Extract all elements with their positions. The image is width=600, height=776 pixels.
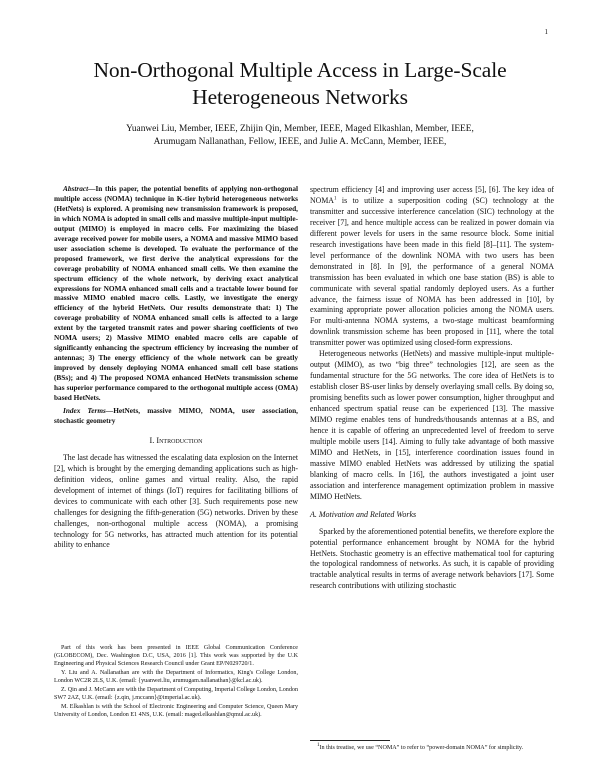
- subsection-heading: A. Motivation and Related Works: [310, 509, 417, 519]
- index-terms-text: —HetNets, massive MIMO, NOMA, user association, stochastic geometry: [54, 405, 298, 425]
- footnote-item: M. Elkashlan is with the School of Electronic Engineering and Computer Science, Queen Mary University of London, London E1 4NS, U.K. (email: maged.elkashlan@qmul.ac.uk).: [54, 704, 298, 718]
- body-text: spectrum efficiency [4] and improving user access [5], [6]. The key idea of NOMA: [310, 185, 554, 205]
- noma-footnote: [310, 740, 554, 752]
- body-paragraph: [310, 185, 554, 349]
- affiliation-footnotes: [54, 644, 298, 720]
- intro-paragraph: The last decade has witnessed the escalating data explosion on the Internet [2], which is brought by the emerging demanding applications such as high-definition videos, online games and virtual reality. Also, the rapid development of internet of things (IoT) requires for facilitating billions of devices to communicate with each other [3]. Such requirements pose new challenges for designing the fifth-generation (5G) networks. Driven by these challenges, non-orthogonal multiple access (NOMA), a promising technology for 5G networks, has attracted much attention for its potential ability to enhance: [54, 452, 298, 550]
- footnote-marker: 1: [333, 196, 337, 202]
- footnote-rule: [310, 740, 390, 741]
- footnote-marker: 1: [317, 742, 320, 748]
- author-line-2: Arumugam Nallanathan, Fellow, IEEE, and Julie A. McCann, Member, IEEE,: [153, 137, 447, 147]
- footnote-item: Y. Liu and A. Nallanathan are with the Department of Informatics, King's College London, London WC2R 2LS, U.K. (email: {yuanwei.liu, arumugam.nallanathan}@kcl.ac.uk).: [54, 670, 298, 684]
- index-terms: [54, 406, 298, 426]
- paper-title: Non-Orthogonal Multiple Access in Large-Scale Heterogeneous Networks: [93, 58, 507, 109]
- body-paragraph: Sparked by the aforementioned potential benefits, we therefore explore the potential performance enhancement brought by NOMA for the hybrid HetNets. Stochastic geometry is an effective mathematical tool for capturing the topological randomness of networks. As such, it is capable of providing tractable analytical results in terms of average network behaviors [17]. Some research contributions with utilizing stochastic: [310, 526, 554, 591]
- footnote-item: Part of this work has been presented in IEEE Global Communication Conference (GLOBECOM), Dec. Washington D.C, USA, 2016 [1]. This work was supported by the U.K Engineering and Physical Sciences Research Council under Grant EP/N029720/1.: [54, 645, 298, 667]
- right-column: [310, 185, 554, 592]
- author-line-1: Yuanwei Liu, Member, IEEE, Zhijin Qin, Member, IEEE, Maged Elkashlan, Member, IEEE,: [126, 124, 474, 134]
- author-list: [40, 123, 560, 149]
- abstract-label: Abstract: [63, 184, 89, 193]
- left-column: [54, 184, 298, 551]
- footnote-item: Z. Qin and J. McCann are with the Department of Computing, Imperial College London, London SW7 2AZ, U.K. (email: {z.qin, j.mccann}@imperial.ac.uk).: [54, 687, 298, 701]
- section-heading-introduction: I. Introduction: [149, 435, 203, 445]
- footnote-text: [310, 744, 554, 752]
- footnote-body: In this treatise, we use “NOMA” to refer to “power-domain NOMA” for simplicity.: [319, 745, 524, 751]
- index-terms-label: Index Terms: [63, 405, 106, 415]
- body-paragraph: Heterogeneous networks (HetNets) and massive multiple-input multiple-output (MIMO), as two “big three” technologies [12], are seen as the fundamental structure for the 5G networks. The core idea of HetNets is to establish closer BS-user links by densely overlaying small cells. By doing so, promising benefits such as lower power consumption, higher throughput and enhanced spectrum spatial reuse can be experienced [13]. The massive MIMO regime enables tens of hundreds/thousands antennas at a BS, and hence it is capable of offering an unprecedented level of freedom to serve multiple mobile users [14]. Aiming to fully take advantage of both massive MIMO and HetNets, in [15], interference coordination issues found in massive MIMO enabled HetNets was addressed by utilizing the spatial blanking of macro cells. In [16], the authors investigated a joint user association and interference management optimization problem in massive MIMO HetNets.: [310, 349, 554, 501]
- abstract: [54, 184, 298, 403]
- abstract-text: —In this paper, the potential benefits of applying non-orthogonal multiple access (NOMA) technique in K-tier hybrid heterogeneous networks (HetNets) is explored. A promising new transmission framework is proposed, in which NOMA is adopted in small cells and massive multiple-input multiple-output (MIMO) is employed in macro cells. For maximizing the biased average received power for mobile users, a NOMA and massive MIMO based user association scheme is developed. To evaluate the performance of the proposed framework, we first derive the analytical expressions for the coverage probability of NOMA enhanced small cells. We then examine the spectrum efficiency of the whole network, by deriving exact analytical expressions for NOMA enhanced small cells and a tractable lower bound for massive MIMO enabled macro cells. Lastly, we investigate the energy efficiency of the hybrid HetNets. Our results demonstrate that: 1) The coverage probability of NOMA enhanced small cells is affected to a large extent by the targeted transmit rates and power sharing coefficients of two NOMA users; 2) Massive MIMO enabled macro cells are capable of significantly enhancing the spectrum efficiency by increasing the number of antennas; 3) The energy efficiency of the whole network can be greatly improved by densely deploying NOMA enhanced small cell base stations (BSs); and 4) The proposed NOMA enhanced HetNets transmission scheme has superior performance compared to the orthogonal multiple access (OMA) based HetNets.: [54, 184, 298, 403]
- page-number: 1: [544, 28, 548, 36]
- body-text: is to utilize a superposition coding (SC) technology at the transmitter and successive interference cancelation (SIC) technology at the receiver [7], and hence multiple access can be realized in power domain via different power levels for users in the same resource block. Some initial research investigations have been made in this field [8]–[11]. The system-level performance of the downlink NOMA with two users has been demonstrated in [8]. In [9], the performance of a general NOMA transmission has been evaluated in which one base station (BS) is able to communicate with several spatial randomly deployed users. As a further advance, the fairness issue of NOMA has been addressed in [10], by examining appropriate power allocation policies among the NOMA users. For multi-antenna NOMA systems, a two-stage multicast beamforming downlink transmission scheme has been proposed in [11], where the total transmitter power was optimized using closed-form expressions.: [310, 195, 554, 348]
